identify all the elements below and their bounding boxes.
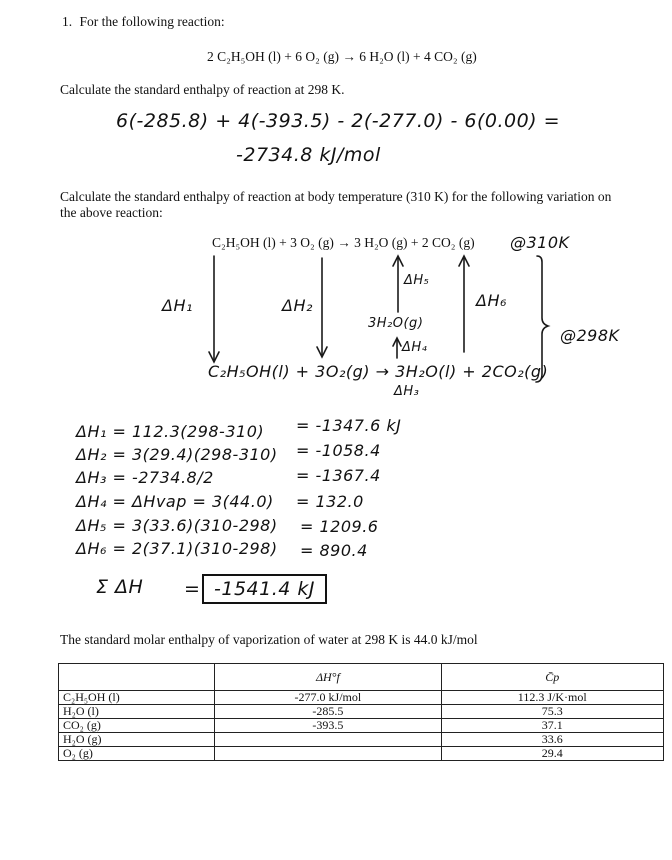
eq-lhs-dh6: ΔH₆ = 2(37.1)(310-298) <box>76 539 278 558</box>
sum-equals: = <box>184 578 201 600</box>
eq-rhs-dh6: = 890.4 <box>300 541 368 560</box>
table-cell-species: H₂O (l) <box>59 705 215 719</box>
table-row <box>59 691 664 705</box>
eq-rhs-dh3: = -1367.4 <box>296 466 381 485</box>
eq-lhs-dh4: ΔH₄ = ΔHvap = 3(44.0) <box>76 492 274 511</box>
prompt-standard-enthalpy: Calculate the standard enthalpy of reaction at 298 K. <box>60 82 345 97</box>
table-row <box>59 719 664 733</box>
eq-rhs-dh2: = -1058.4 <box>296 441 381 460</box>
table-row <box>59 733 664 747</box>
eq-lhs-dh2: ΔH₂ = 3(29.4)(298-310) <box>76 445 278 464</box>
reaction-equation-1: 2 C₂H₅OH (l) + 6 O₂ (g) → 6 H₂O (l) + 4 CO₂ (g) <box>207 49 477 64</box>
reaction-equation-2: C₂H₅OH (l) + 3 O₂ (g) → 3 H₂O (g) + 2 CO₂ (g) <box>212 235 475 250</box>
table-cell-dhf <box>215 747 441 761</box>
eq-lhs-dh1: ΔH₁ = 112.3(298-310) <box>76 422 265 441</box>
handwritten-dh6: ΔH₆ <box>476 291 507 310</box>
handwritten-at-298k: @298K <box>560 326 620 345</box>
table-header-dhf: ΔH°f <box>215 664 441 691</box>
handwritten-dh3: ΔH₃ <box>394 384 420 399</box>
sum-answer-box: -1541.4 kJ <box>202 574 327 604</box>
handwritten-at-310k: @310K <box>510 233 570 252</box>
handwritten-calc-line-1: 6(-285.8) + 4(-393.5) - 2(-277.0) - 6(0.00) = <box>116 110 561 132</box>
table-header-row <box>59 664 664 691</box>
table-header-cp: C̄p <box>441 664 664 691</box>
table-cell-dhf: -393.5 <box>215 719 441 733</box>
sum-label: Σ ΔH <box>96 576 144 598</box>
eq-lhs-dh5: ΔH₅ = 3(33.6)(310-298) <box>76 516 278 535</box>
table-cell-species: H₂O (g) <box>59 733 215 747</box>
eq-lhs-dh3: ΔH₃ = -2734.8/2 <box>76 468 214 487</box>
table-cell-cp: 29.4 <box>441 747 664 761</box>
handwritten-bottom-reaction: C₂H₅OH(l) + 3O₂(g) → 3H₂O(l) + 2CO₂(g) <box>208 362 549 381</box>
table-row <box>59 747 664 761</box>
thermo-data-table <box>58 663 664 761</box>
handwritten-dh1: ΔH₁ <box>162 296 193 315</box>
handwritten-dh5: ΔH₅ <box>404 273 430 288</box>
problem-intro: For the following reaction: <box>79 14 225 29</box>
eq-rhs-dh1: = -1347.6 kJ <box>296 416 402 435</box>
eq-rhs-dh5: = 1209.6 <box>300 517 379 536</box>
eq-rhs-dh4: = 132.0 <box>296 492 364 511</box>
problem-number: 1. <box>62 14 73 29</box>
table-cell-species: C₂H₅OH (l) <box>59 691 215 705</box>
table-cell-cp: 37.1 <box>441 719 664 733</box>
table-cell-dhf: -285.5 <box>215 705 441 719</box>
table-cell-cp: 33.6 <box>441 733 664 747</box>
table-row <box>59 705 664 719</box>
table-cell-dhf <box>215 733 441 747</box>
handwritten-dh4: ΔH₄ <box>402 340 428 355</box>
table-cell-species: CO₂ (g) <box>59 719 215 733</box>
table-cell-species: O₂ (g) <box>59 747 215 761</box>
handwritten-dh2: ΔH₂ <box>282 296 313 315</box>
table-cell-dhf: -277.0 kJ/mol <box>215 691 441 705</box>
table-cell-cp: 75.3 <box>441 705 664 719</box>
handwritten-3h2o-g: 3H₂O(g) <box>368 316 424 331</box>
table-cell-cp: 112.3 J/K·mol <box>441 691 664 705</box>
prompt-body-temperature: Calculate the standard enthalpy of reaction at body temperature (310 K) for the following variation on the above reaction: <box>60 189 612 220</box>
table-header-species <box>59 664 215 691</box>
handwritten-calc-line-2: -2734.8 kJ/mol <box>236 144 381 166</box>
vaporization-note: The standard molar enthalpy of vaporization of water at 298 K is 44.0 kJ/mol <box>60 632 478 647</box>
